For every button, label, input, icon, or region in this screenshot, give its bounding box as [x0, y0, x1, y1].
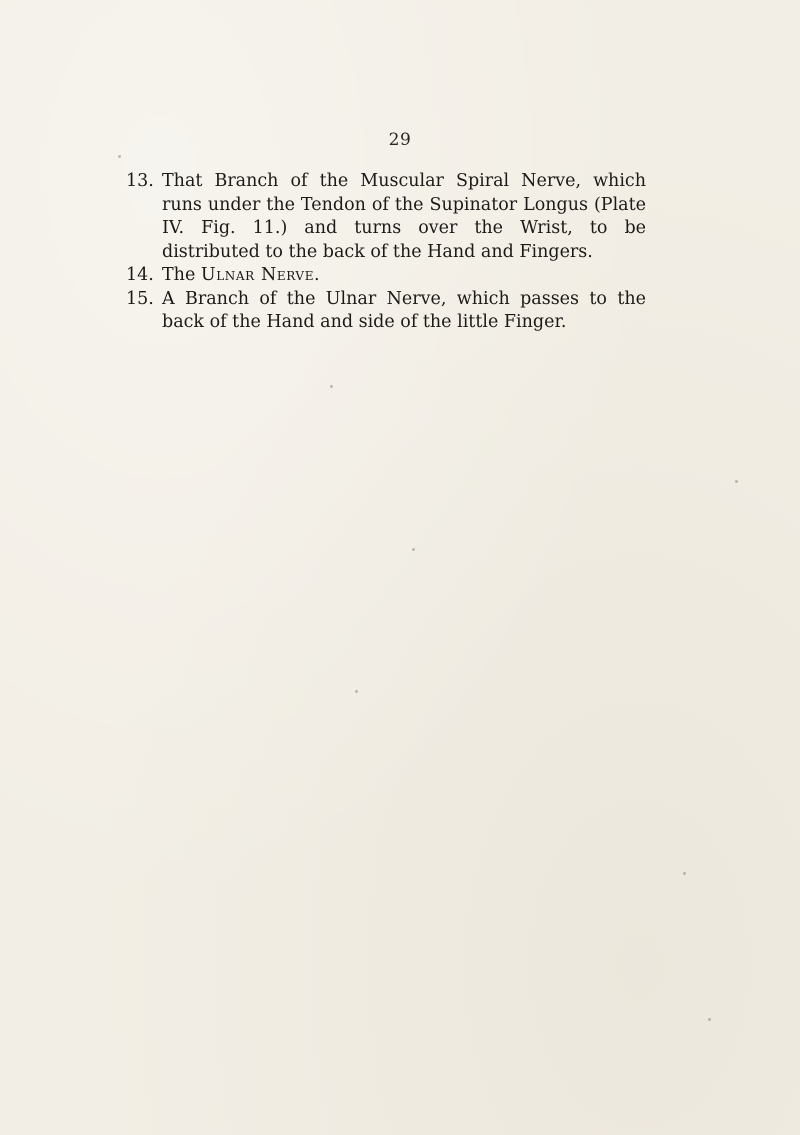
entry-15: [126, 288, 646, 335]
paper-speck: [118, 155, 121, 158]
entry-number: 15.: [126, 288, 154, 309]
page-number: 29: [388, 130, 412, 150]
entry-text: That Branch of the Muscular Spiral Nerve, which runs under the Tendon of the Supinator Longus (Plate IV. Fig. 11.) and turns over the Wrist, to be distributed to the back of the Hand and Fingers.: [162, 171, 646, 262]
paper-speck: [735, 480, 738, 483]
entry-prefix: The: [162, 265, 201, 285]
paper-speck: [412, 548, 415, 551]
entry-14: [126, 264, 646, 288]
paper-speck: [355, 690, 358, 693]
entry-13: [126, 170, 646, 264]
paper-speck: [708, 1018, 711, 1021]
ulnar-nerve-heading: Ulnar Nerve.: [200, 265, 321, 285]
entry-text: A Branch of the Ulnar Nerve, which passes to the back of the Hand and side of the little Finger.: [162, 288, 646, 332]
entry-list: [126, 170, 646, 335]
entry-number: 14.: [126, 265, 154, 285]
entry-number: 13.: [126, 171, 154, 191]
paper-speck: [330, 385, 333, 388]
entry-text: [162, 264, 646, 288]
paper-speck: [683, 872, 686, 875]
